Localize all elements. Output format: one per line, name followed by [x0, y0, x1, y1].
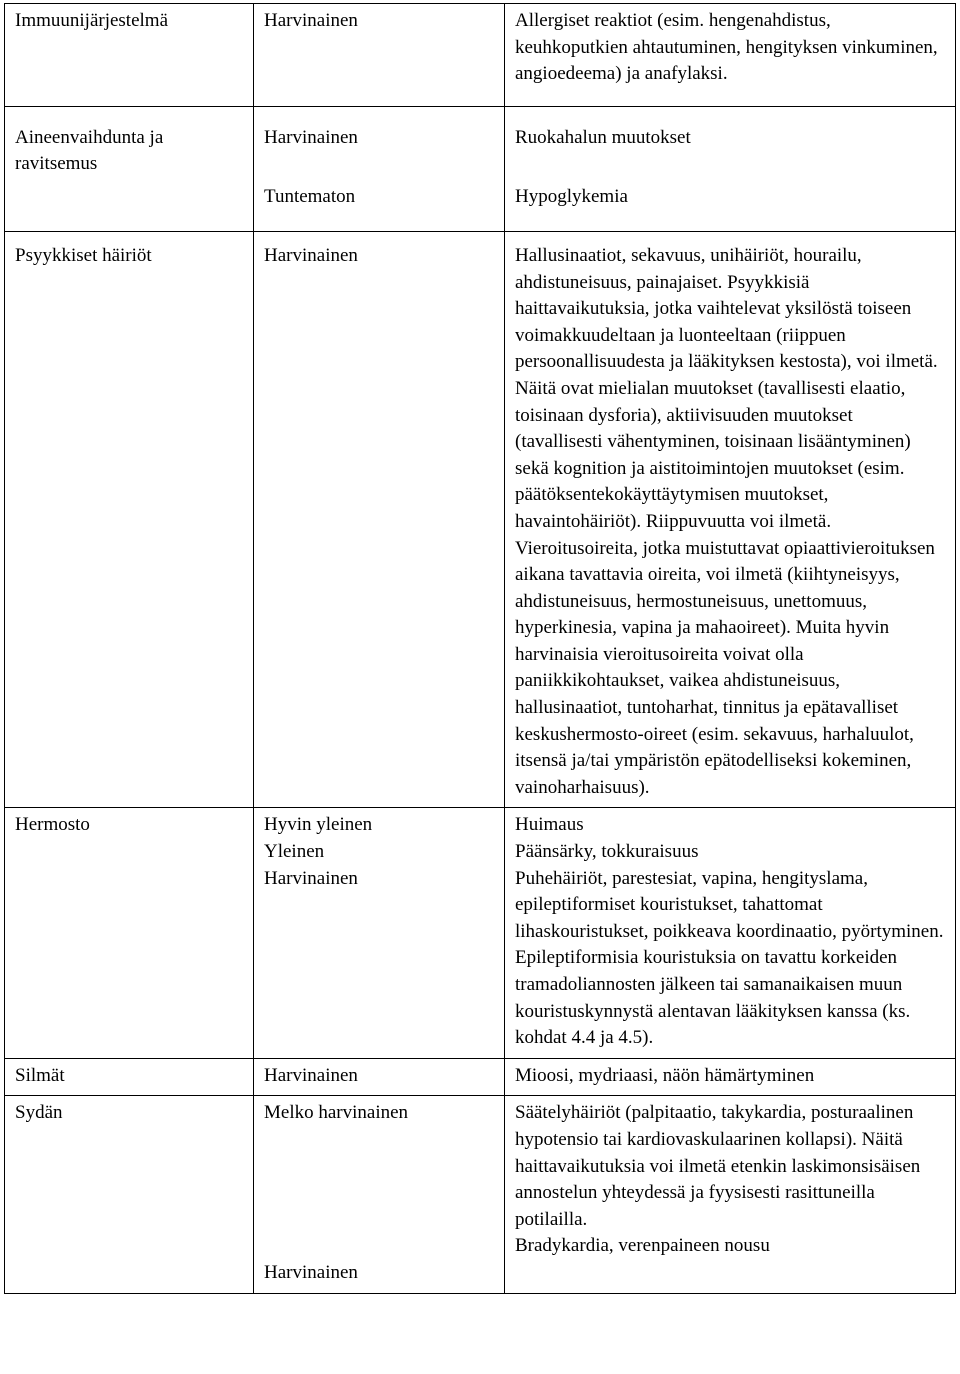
organ-class-cell: Aineenvaihdunta ja ravitsemus — [5, 106, 254, 231]
table-row — [5, 231, 956, 807]
effect-line: Bradykardia, verenpaineen nousu — [515, 1235, 770, 1257]
effect-cell: Mioosi, mydriaasi, näön hämärtyminen — [505, 1058, 956, 1096]
frequency-cell — [254, 106, 505, 231]
frequency-cell — [254, 1096, 505, 1293]
table-row — [5, 1058, 956, 1096]
table-row — [5, 1096, 956, 1293]
frequency-cell: Harvinainen — [254, 4, 505, 107]
effect-cell — [505, 106, 956, 231]
effect-line: Hypoglykemia — [515, 186, 628, 208]
frequency-line: Yleinen — [264, 841, 325, 863]
frequency-cell: Harvinainen — [254, 231, 505, 807]
organ-class-cell: Sydän — [5, 1096, 254, 1293]
table-row — [5, 808, 956, 1058]
frequency-line: Harvinainen — [264, 126, 358, 148]
adverse-effects-table — [4, 3, 956, 1294]
effect-cell — [505, 808, 956, 1058]
table-row — [5, 4, 956, 107]
effect-cell — [505, 1096, 956, 1293]
frequency-line: Harvinainen — [264, 1261, 358, 1283]
effect-line: Päänsärky, tokkuraisuus — [515, 841, 699, 863]
organ-class-cell: Immuunijärjestelmä — [5, 4, 254, 107]
frequency-cell: Harvinainen — [254, 1058, 505, 1096]
frequency-line: Melko harvinainen — [264, 1102, 409, 1124]
effect-cell: Allergiset reaktiot (esim. hengenahdistus, keuhkoputkien ahtautuminen, hengityksen vinkuminen, angioedeema) ja anafylaksi. — [505, 4, 956, 107]
effect-cell: Hallusinaatiot, sekavuus, unihäiriöt, hourailu, ahdistuneisuus, painajaiset. Psyykkisiä haittavaikutuksia, jotka vaihtelevat yksilöstä toiseen voimakkuudeltaan ja luonteeltaan (riippuen persoonallisuudesta ja lääkityksen kestosta), voi ilmetä. Näitä ovat mielialan muutokset (tavallisesti elaatio, toisinaan dysforia), aktiivisuuden muutokset (tavallisesti vähentyminen, toisinaan lisääntyminen) sekä kognition ja aistitoimintojen muutokset (esim. päätöksentekokäyttäytymisen muutokset, havaintohäiriöt). Riippuvuutta voi ilmetä. Vieroitusoireita, jotka muistuttavat opiaattivieroituksen aikana tavattavia oireita, voi ilmetä (kiihtyneisyys, ahdistuneisuus, hermostuneisuus, unettomuus, hyperkinesia, vapina ja mahaoireet). Muita hyvin harvinaisia vieroitusoireita voivat olla paniikkikohtaukset, vaikea ahdistuneisuus, hallusinaatiot, tuntoharhat, tinnitus ja epätavalliset keskushermosto-oireet (esim. sekavuus, harhaluulot, itsensä ja/tai ympäristön epätodelliseksi kokeminen, vainoharhaisuus). — [505, 231, 956, 807]
frequency-line: Tuntematon — [264, 186, 356, 208]
organ-class-cell: Psyykkiset häiriöt — [5, 231, 254, 807]
organ-class-cell: Hermosto — [5, 808, 254, 1058]
effect-line: Säätelyhäiriöt (palpitaatio, takykardia, posturaalinen hypotensio tai kardiovaskulaarinen kollapsi). Näitä haittavaikutuksia voi ilmetä etenkin laskimonsisäisen annostelun yhteydessä ja fyysisesti rasittuneilla potilailla. — [515, 1102, 921, 1230]
effect-line: Puhehäiriöt, parestesiat, vapina, hengityslama, epileptiformiset kouristukset, tahattomat lihaskouristukset, poikkeava koordinaatio, pyörtyminen. Epileptiformisia kouristuksia on tavattu korkeiden tramadoliannosten jälkeen tai samanaikaisen muun kouristuskynnystä alentavan lääkityksen kanssa (ks. kohdat 4.4 ja 4.5). — [515, 867, 944, 1049]
effect-line: Huimaus — [515, 814, 584, 836]
frequency-line: Harvinainen — [264, 867, 358, 889]
effect-line: Ruokahalun muutokset — [515, 126, 691, 148]
frequency-cell — [254, 808, 505, 1058]
frequency-line: Hyvin yleinen — [264, 814, 373, 836]
organ-class-cell: Silmät — [5, 1058, 254, 1096]
table-row — [5, 106, 956, 231]
